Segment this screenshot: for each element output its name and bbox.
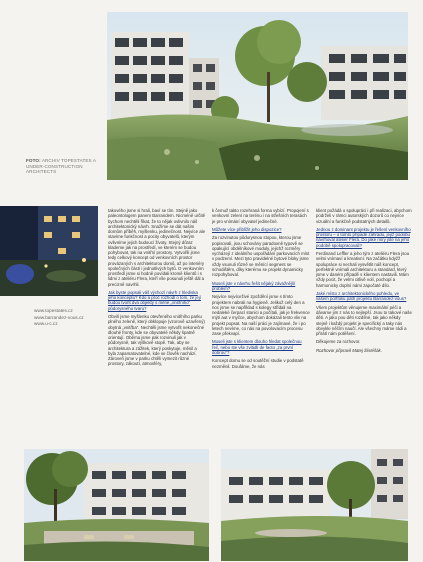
col3-thanks: Děkujeme za rozhovor. — [316, 339, 361, 345]
col1-paragraph: takového jsme si hrali, baví se tím. Stejně jako paleontologem panem Barrandem. Nicméně určitě bychom nechtěli říkat, že to nějak ovlivnilo náš architektonický návrh. Snažíme se dát našim domům příběh, myšlenku, jedinečnost. Nejvíce ale stavíme funkčnost a pocity obyvatelů, kterým ovlivníme jejich budoucí životy. Stejný důraz klademe jak na prostředí, ve kterém se budou pohybovat, tak na vnitřní prostory. Vytvořili jsme tedy celkový koncept od venkovních prostor provázaných s architekturou domů, až po interiéry společných částí i jednotlivých bytů. O venkovním prostředí jsme si hodně povídali kromě klientů i s lidmi z ateliéru Flera, kteří vše posunuli ještě dál a precizně navrhli. — [108, 208, 206, 287]
photo-night-illustration — [0, 206, 98, 296]
col3-paragraph: Ferdinand Leffler a jeho tým z ateliéru Flera jsou velmi vnímaví a kreativní. Na začátku kdyžž spolupráce si nechali vysvětlit náš koncept, perfektně vnímali architekturu a standard, který jsme v daném případě s klientem nastavili. Mám vždy pocit, že velmi citlivě volí, pochopí a harmonicky doplní námi započaté dílo. — [316, 251, 410, 288]
photo-bottom-right-illustration — [221, 449, 408, 561]
website-links — [34, 308, 84, 328]
photo-caption — [26, 158, 102, 175]
col3-author-credit: Rozhovor připravil Matej Šístéšák. — [316, 347, 382, 353]
article-column-3 — [316, 208, 412, 356]
col2-paragraph: Koncept domu se od soutěžní studie v podstatě nezměnil. Doufáme, že nás — [212, 358, 304, 369]
col2-question: Museli jste s klientem dlouho hledat společnou řeč, nebo ste vše zvládli de facto „za první dobrou“? — [212, 339, 302, 355]
photo-park-bottom-right — [221, 449, 408, 561]
link-barrandez-vous[interactable]: www.barrandez-vous.cz — [34, 314, 84, 320]
col2-paragraph: Za rozvinutou půdorysnou stopou, kterou jsme popisovali, jsou schovány paradoxně typově se opakující obdélníkové moduly, jejichž rozměry vycházejí z ideálního uspořádání parkovacích míst v podzemí. Mezi tyto pravidelné bytové bloky jsme vždy vsunuli různě se měnící segment se schodištěm, díky kterému se projekt dynamicky rozpohyboval. — [212, 235, 310, 278]
photo-bottom-left-illustration — [24, 449, 209, 561]
col3-question: Jednou z dominant projektu je řešení venkovního prostoru – o tomto případě zahradu, jejíž podobu navrhoval ateliér Flera. Do jaké míry jste na jeho podobě spolupracovali? — [316, 226, 411, 248]
caption-text: ARCHIV TOPESTATES A UNDER-CONSTRUCTION ARCHITECTS — [26, 158, 96, 175]
photo-residential-garden-top — [107, 12, 408, 180]
col1-question: Jak byste popsali váš výchozí návrh z hlediska jeho konceptu? Kdo a proč rozhodl o tom, že její budou tvořit dva objekty s měně „vnitřního“ půdorysného tvaru? — [108, 289, 201, 311]
photo-top-illustration — [107, 12, 408, 180]
col3-question: Jaké místo z architektonického pohledu, ve vašem portfoliu patří projektu Barrandez-vous? — [316, 291, 407, 302]
caption-label: FOTO: — [26, 158, 41, 163]
photo-courtyard-bottom-left — [24, 449, 209, 561]
article-column-2 — [212, 208, 310, 372]
col2-paragraph: k čemuž takto rozehraná forma vybízí. Propojení s venkovní zelení na terénu i na střešních terasách je pro vnímání obyvatel jedinečné. — [212, 208, 309, 224]
col3-paragraph: Všem projektům věnujeme maximální péči a dávame jim z nás to nejlepší. Jsou to takové naše děti. A jako pou děti rozdílné, tak jako někdy stejně i každý projekt je specifický a taky nás obvykle něčím naučí. Ale všechny máme rádi a přirátí nám potěšení. — [316, 304, 412, 336]
col1-paragraph: Obvilí jsme myšlenku otevřeného vnitřního parku plného zeleně, který obklopuje (vzorově uzavřený) obytná „vnitřba“. Nechtěli jsme vytvořit nekonečné dlouhé fronty, kde se obyvatelé někdy špatně orientují. Oběma jsme pak rozvinuli jak v půdorysně, tak výškově stopě. Tak, aby se architektura a zážitek, který poskytuje, měnil a byla zapamatovatelné, kde se člověk nachází. Zároveň jsme v parku chtěli vymezit různé prostory, zákoutí, atmosféry, — [108, 314, 205, 367]
col2-question: Museli jste v návrhu řešit nějaký závažnější problém? — [212, 280, 296, 291]
col2-question: Můžete více přiblížit jeho dispozice? — [212, 226, 282, 232]
link-topestates[interactable]: www.topestates.cz — [34, 308, 73, 313]
col2-paragraph: Nejvíce nejvíceživé zpoždění jsme s tímto projektem nabrali na hygieně. Jelikož celý den a noc jsme se například s kolegy střídali na nedaleké čerpací stanici a počítali, jak je frekvence mýtí aut v myčce, abychom dokázali tento vliv na projekt popsat. Na naší práci je zajímavé, že i po letech nevíme, co nás na povolovacím procesu zase překvapí. — [212, 294, 310, 336]
col3-paragraph: klient požádá o spolupráci i při realizaci, abychom podrželi v rámci autorských dozorů co nejvíce vizuální a funkčně podstatných detailů. — [316, 208, 412, 224]
article-column-1 — [108, 208, 206, 370]
link-u-c[interactable]: www.u-c.cz — [34, 321, 58, 327]
photo-night-terrace — [0, 206, 98, 296]
